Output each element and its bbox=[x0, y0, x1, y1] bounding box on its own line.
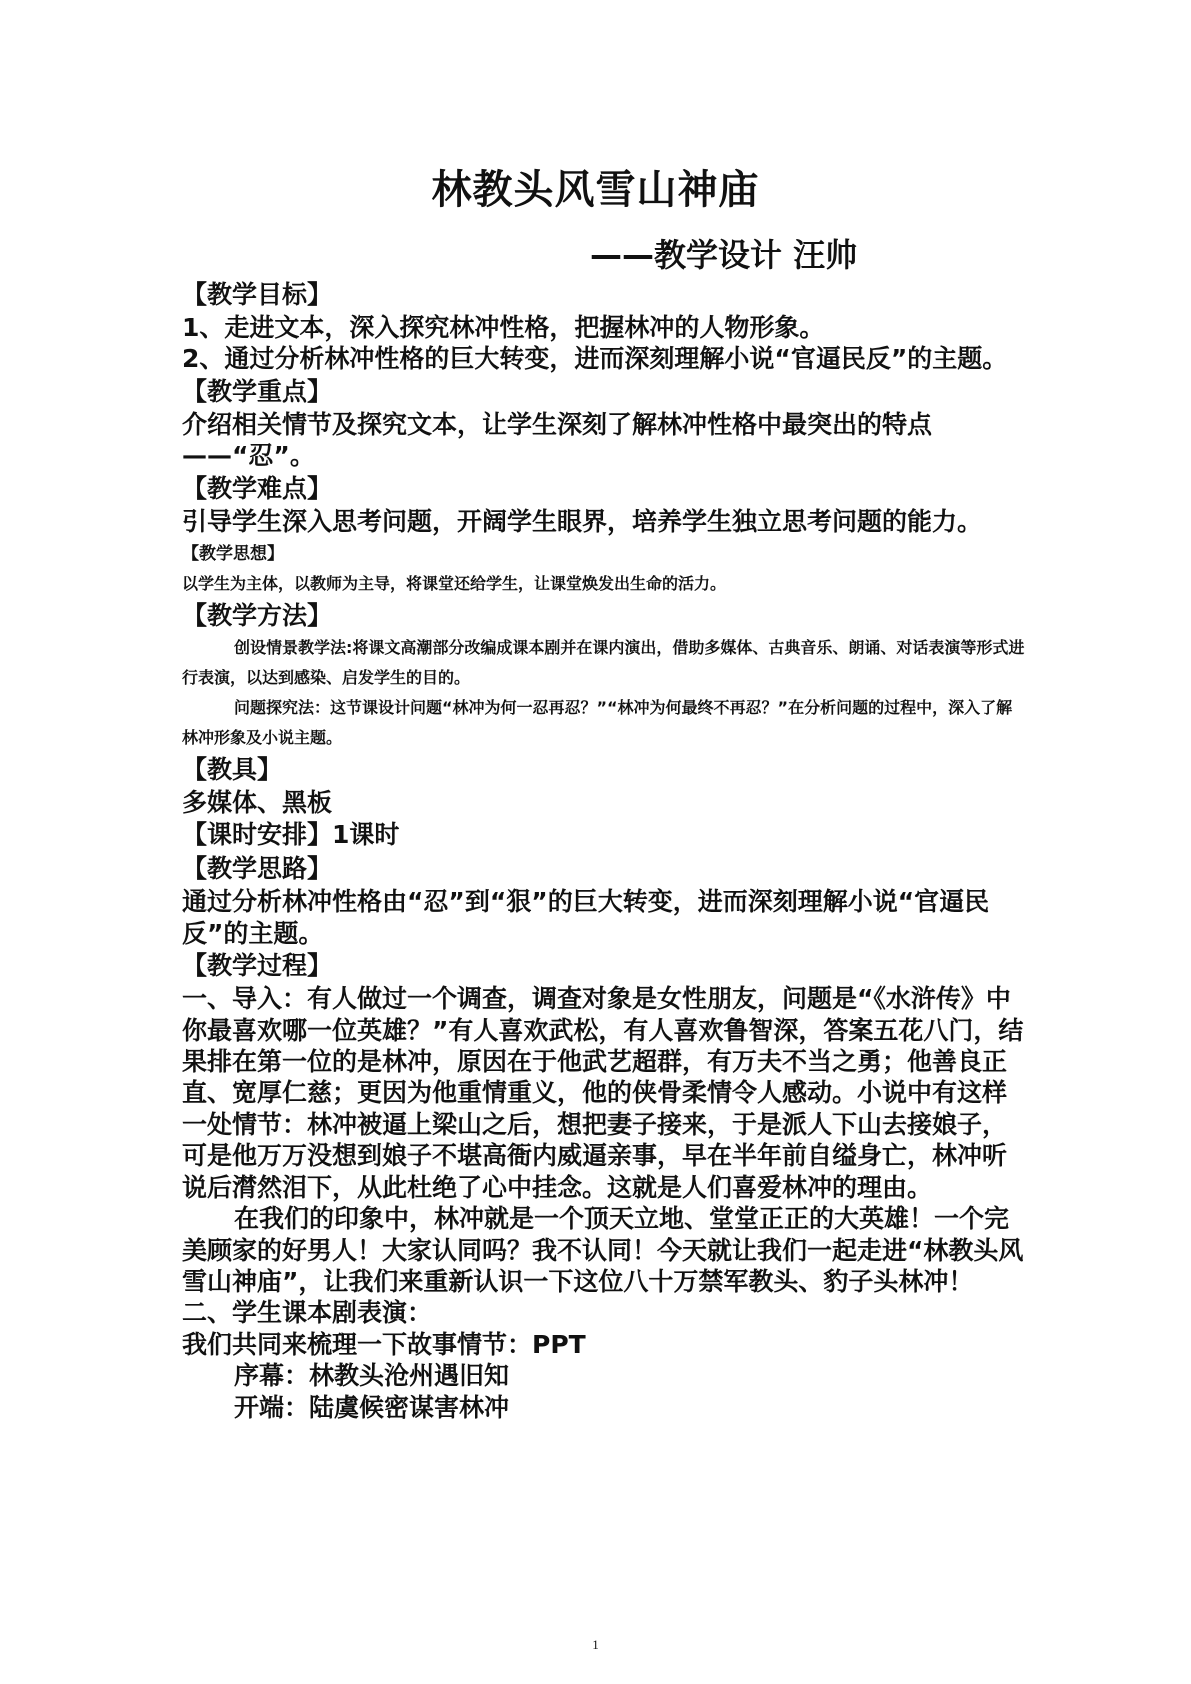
plot-item: 开端：陆虞候密谋害林冲 bbox=[234, 1392, 510, 1422]
page-subtitle: ——教学设计 汪帅 bbox=[590, 236, 858, 274]
objective-1: 1、走进文本，深入探究林冲性格，把握林冲的人物形象。 bbox=[182, 313, 825, 342]
intro-paragraph-2: 在我们的印象中，林冲就是一个顶天立地、堂堂正正的大英雄！一个完美顾家的好男人！大家认同吗？我不认同！今天就让我们一起走进“林教头风雪山神庙”，让我们来重新认识一下这位八十万禁军教头、豹子头林冲！ bbox=[182, 1204, 1024, 1296]
approach-text: 通过分析林冲性格由“忍”到“狠”的巨大转变，进而深刻理解小说“官逼民反”的主题。 bbox=[182, 887, 990, 948]
teaching-method-1: 创设情景教学法:将课文高潮部分改编成课本剧并在课内演出，借助多媒体、古典音乐、朗诵、对话表演等形式进行表演，以达到感染、启发学生的目的。 bbox=[182, 638, 1025, 688]
objectives-heading: 【教学目标】 bbox=[182, 280, 333, 309]
approach-heading: 【教学思路】 bbox=[182, 854, 333, 884]
difficulty-text: 引导学生深入思考问题，开阔学生眼界，培养学生独立思考问题的能力。 bbox=[182, 506, 983, 536]
document-body bbox=[182, 278, 1027, 1423]
teaching-thought-heading: 【教学思想】 bbox=[182, 544, 284, 565]
teaching-thought-text: 以学生为主体，以教师为主导，将课堂还给学生，让课堂焕发出生命的活力。 bbox=[182, 574, 727, 594]
plot-item: 序幕：林教头沧州遇旧知 bbox=[234, 1361, 510, 1391]
play-heading: 二、学生课本剧表演： bbox=[182, 1298, 433, 1328]
key-points-text: 介绍相关情节及探究文本，让学生深刻了解林冲性格中最突出的特点——“忍”。 bbox=[182, 409, 933, 471]
teaching-method-2: 问题探究法：这节课设计问题“林冲为何一忍再忍？”“林冲为何最终不再忍？”在分析问题的过程中，深入了解林冲形象及小说主题。 bbox=[182, 698, 1013, 748]
tools-text: 多媒体、黑板 bbox=[182, 788, 333, 818]
page-title: 林教头风雪山神庙 bbox=[431, 167, 760, 213]
teaching-method-heading: 【教学方法】 bbox=[182, 601, 333, 631]
key-points-heading: 【教学重点】 bbox=[182, 376, 333, 406]
play-intro: 我们共同来梳理一下故事情节：PPT bbox=[182, 1329, 586, 1359]
intro-paragraph: 一、导入：有人做过一个调查，调查对象是女性朋友，问题是“《水浒传》中你最喜欢哪一位英雄？”有人喜欢武松，有人喜欢鲁智深，答案五花八门，结果排在第一位的是林冲，原因在于他武艺超群，有万夫不当之勇；他善良正直、宽厚仁慈；更因为他重情重义，他的侠骨柔情令人感动。小说中有这样一处情节：林冲被逼上梁山之后，想把妻子接来，于是派人下山去接娘子，可是他万万没想到娘子不堪高衙内威逼亲事，早在半年前自缢身亡，林冲听说后潸然泪下，从此杜绝了心中挂念。这就是人们喜爱林冲的理由。 bbox=[182, 984, 1024, 1202]
difficulty-heading: 【教学难点】 bbox=[182, 473, 333, 503]
page-number: 1 bbox=[592, 1637, 599, 1652]
process-heading: 【教学过程】 bbox=[182, 951, 333, 981]
schedule-heading: 【课时安排】1课时 bbox=[182, 820, 400, 850]
objective-2: 2、通过分析林冲性格的巨大转变，进而深刻理解小说“官逼民反”的主题。 bbox=[182, 344, 1008, 374]
tools-heading: 【教具】 bbox=[182, 755, 283, 785]
